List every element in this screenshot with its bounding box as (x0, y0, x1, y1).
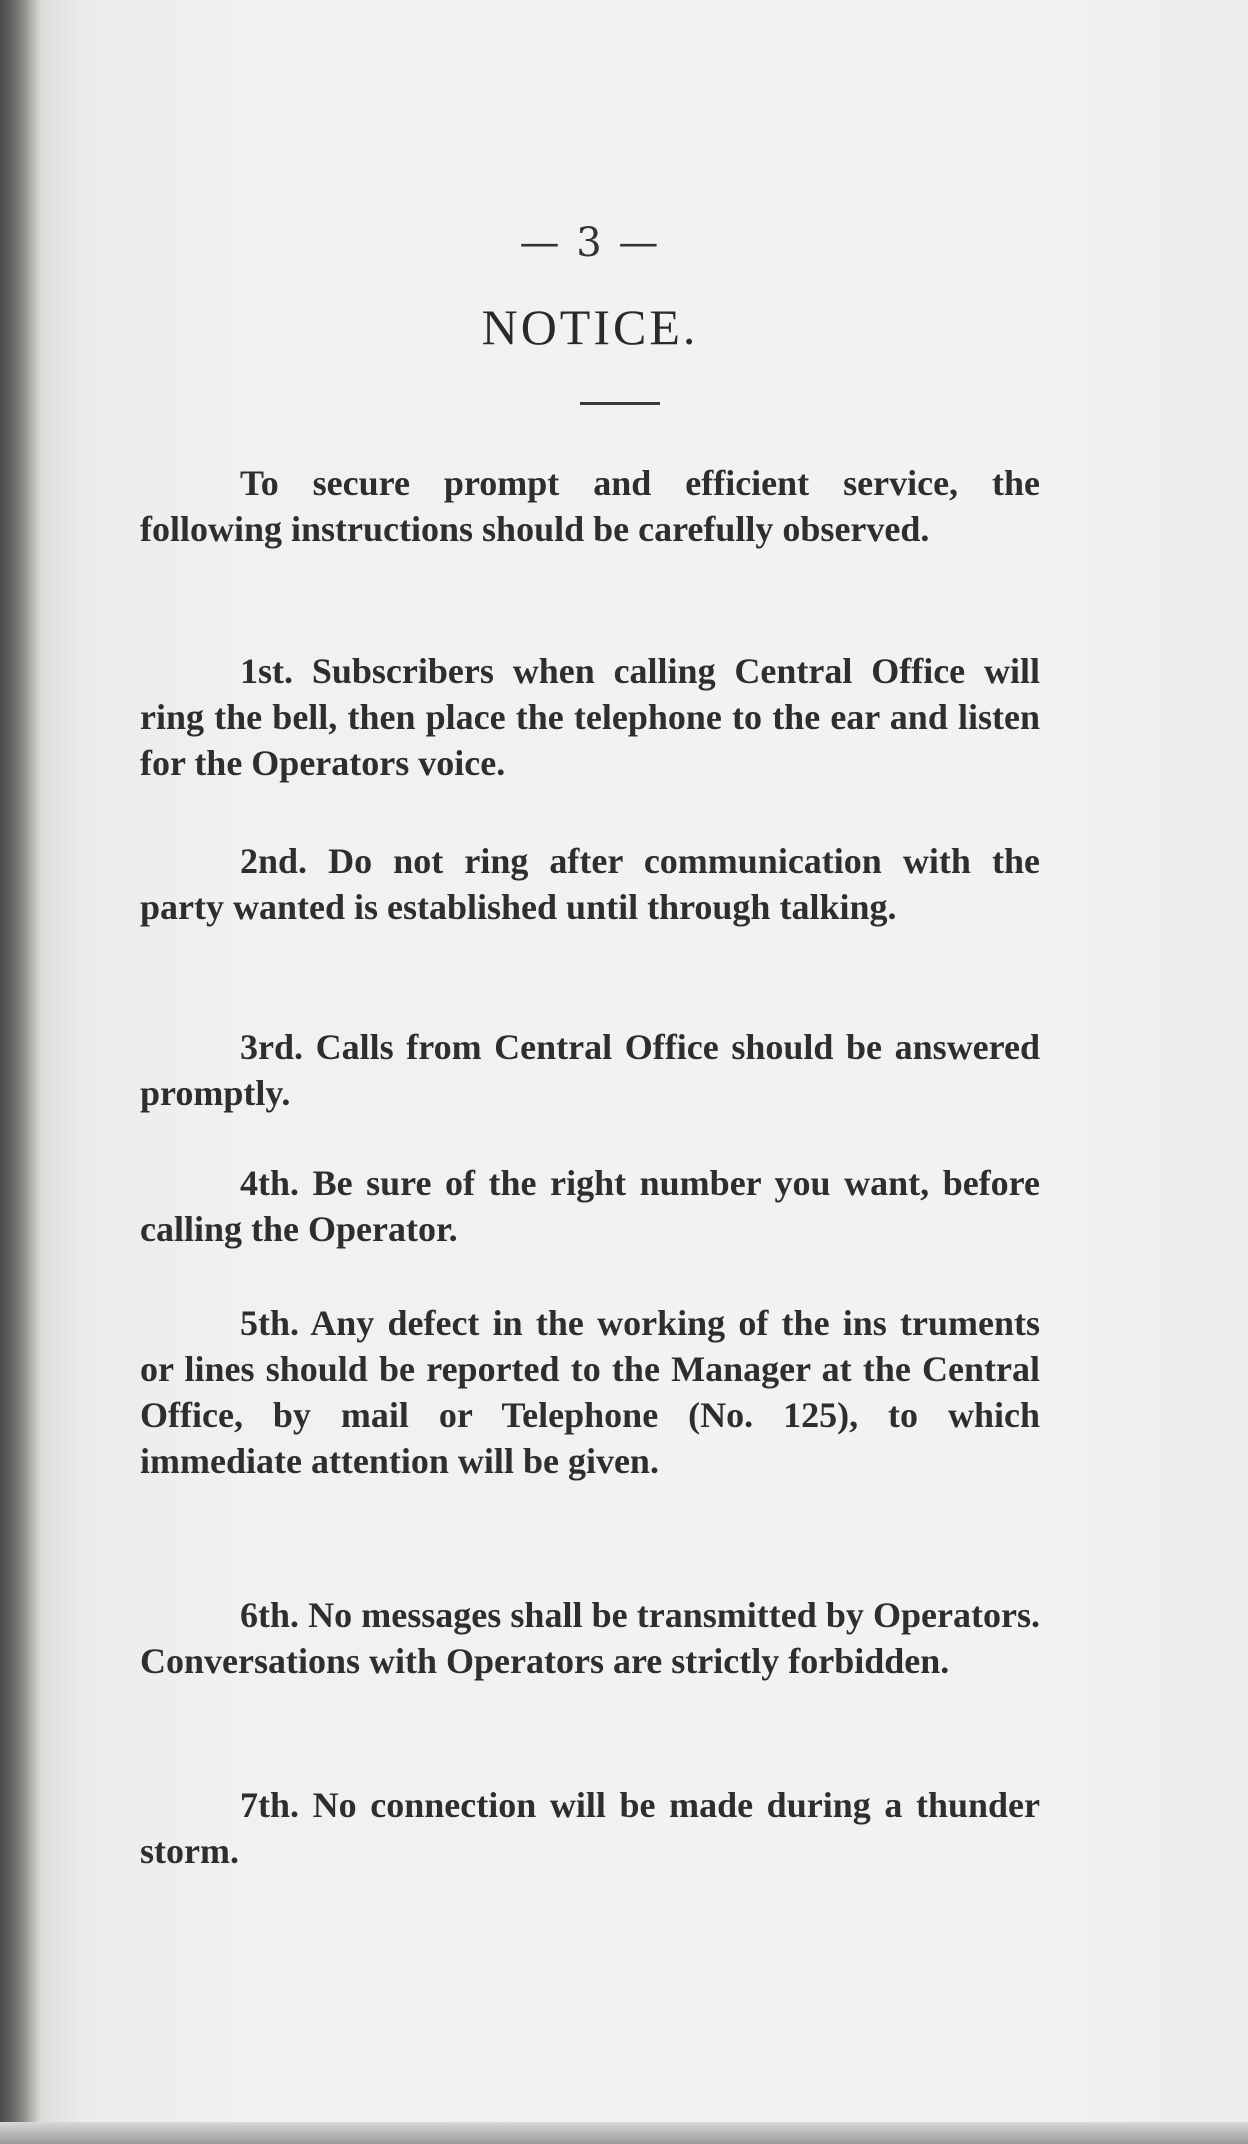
rule-1-paragraph: 1st. Subscribers when calling Central Office will ring the bell, then place the telephone to the ear and listen for the Operators voice. (140, 651, 1040, 783)
title-divider (580, 402, 660, 405)
rule-3-paragraph: 3rd. Calls from Central Office should be answered promptly. (140, 1027, 1040, 1113)
intro-paragraph: To secure prompt and efficient service, the following instructions should be carefully observed. (140, 463, 1040, 549)
rule-7-paragraph: 7th. No connection will be made during a thunder storm. (140, 1785, 1040, 1871)
rule-6-paragraph: 6th. No messages shall be transmitted by Operators. Conversations with Operators are strictly forbidden. (140, 1595, 1040, 1681)
page-bottom-edge (0, 2122, 1248, 2144)
rule-2-paragraph: 2nd. Do not ring after communication with the party wanted is established until through talking. (140, 841, 1040, 927)
book-binding-edge (0, 0, 40, 2144)
page-number: — 3 — (519, 220, 661, 266)
rule-5-paragraph: 5th. Any defect in the working of the ins truments or lines should be reported to the Manager at the Central Office, by mail or Telephone (No. 125), to which immediate attention will be given. (140, 1303, 1040, 1481)
rule-4-paragraph: 4th. Be sure of the right number you want, before calling the Operator. (140, 1163, 1040, 1249)
page-title: NOTICE. (481, 299, 699, 355)
